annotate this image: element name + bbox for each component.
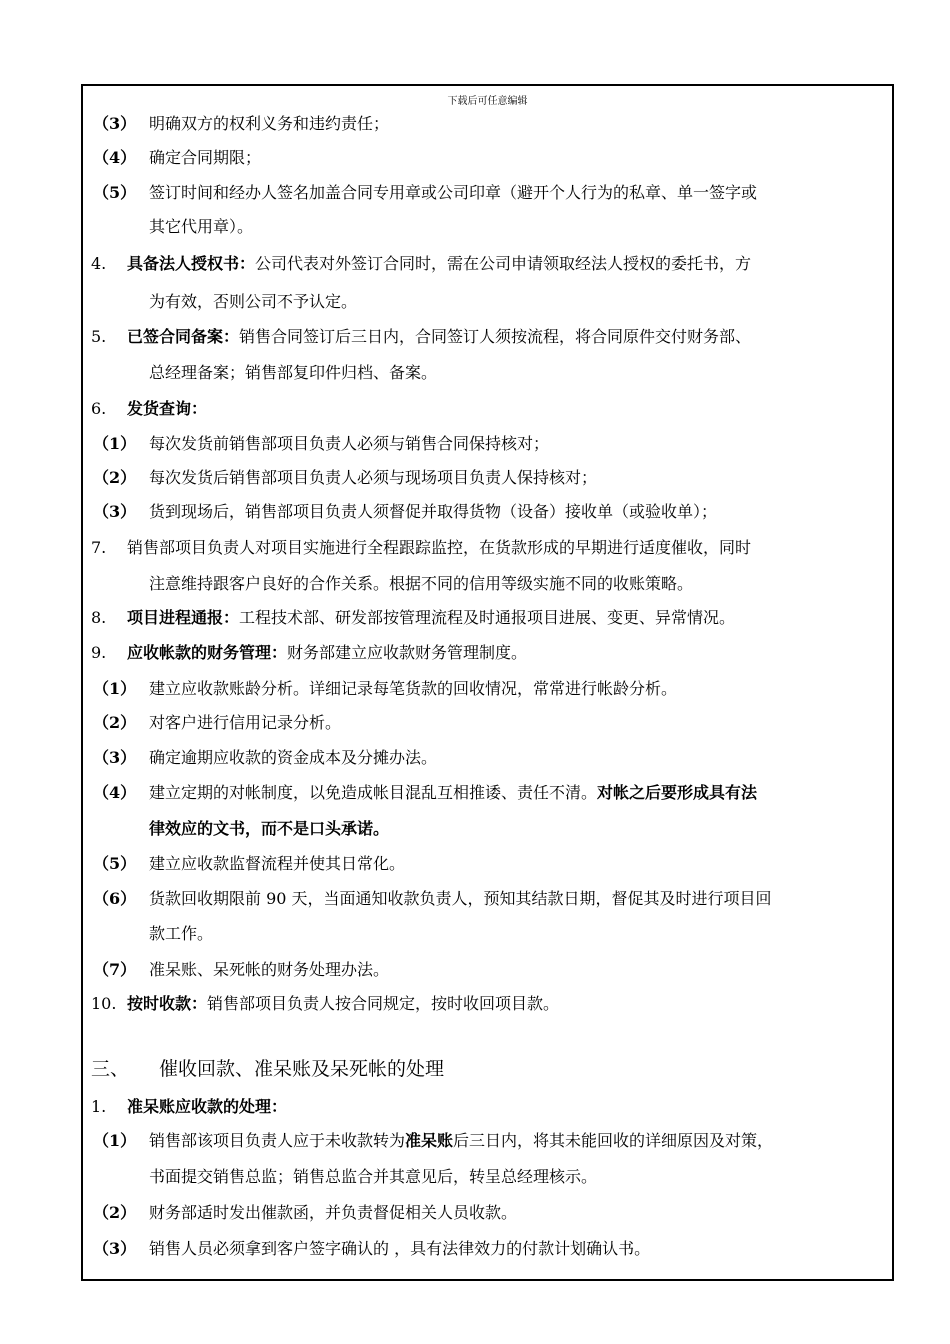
body-text: 确定逾期应收款的资金成本及分摊办法。 xyxy=(149,748,438,767)
bold-label: 项目进程通报： xyxy=(127,608,240,627)
line-text xyxy=(149,748,437,768)
line-text xyxy=(127,643,527,663)
line-text xyxy=(149,1203,517,1223)
item-number: （1） xyxy=(93,434,137,453)
body-text: 销售部项目负责人对项目实施进行全程跟踪监控，在货款形成的早期进行适度催收，同时 xyxy=(127,538,752,557)
bold-label: 按时收款： xyxy=(127,994,208,1013)
item-number: 8. xyxy=(91,608,107,627)
item-number: （3） xyxy=(93,1239,137,1258)
item-number: 6. xyxy=(91,399,107,418)
item-number: （1） xyxy=(93,679,137,698)
line-text xyxy=(149,114,389,134)
body-text: 财务部建立应收款财务管理制度。 xyxy=(287,643,528,662)
bold-label: 应收帐款的财务管理： xyxy=(127,643,288,662)
section-heading-text: 催收回款、准呆账及呆死帐的处理 xyxy=(159,1058,445,1080)
line-text xyxy=(149,183,757,203)
body-text: 销售部该项目负责人应于未收款转为 xyxy=(149,1131,406,1150)
line-text xyxy=(149,148,261,168)
body-text: 准呆账、呆死帐的财务处理办法。 xyxy=(149,960,390,979)
body-text: 总经理备案；销售部复印件归档、备案。 xyxy=(149,363,438,382)
item-number: 1. xyxy=(91,1097,107,1116)
bold-label: 律效应的文书，而不是口头承诺。 xyxy=(149,819,390,838)
item-number: （5） xyxy=(93,183,137,202)
body-text: 货到现场后，销售部项目负责人须督促并取得货物（设备）接收单（或验收单）； xyxy=(149,502,718,521)
item-number: （5） xyxy=(93,854,137,873)
line-text xyxy=(149,924,213,944)
item-number: 7. xyxy=(91,538,107,557)
item-number: （3） xyxy=(93,114,137,133)
line-text xyxy=(149,783,757,803)
line-text xyxy=(149,502,717,522)
item-number: （3） xyxy=(93,748,137,767)
item-number: （3） xyxy=(93,502,137,521)
line-text xyxy=(127,254,751,274)
item-number: 9. xyxy=(91,643,107,662)
line-text xyxy=(149,679,677,699)
line-text xyxy=(149,1239,650,1259)
bold-term: 准呆账 xyxy=(405,1131,454,1150)
body-text: 款工作。 xyxy=(149,924,214,943)
bold-label: 具备法人授权书： xyxy=(127,254,256,273)
item-number: 4. xyxy=(91,254,107,273)
item-number: （2） xyxy=(93,713,137,732)
body-text: 货款回收期限前 90 天，当面通知收款负责人，预知其结款日期，督促其及时进行项目回 xyxy=(149,889,772,908)
body-text: 书面提交销售总监；销售总监合并其意见后，转呈总经理核示。 xyxy=(149,1167,598,1186)
line-text xyxy=(127,538,751,558)
line-text xyxy=(127,608,735,628)
body-text: 签订时间和经办人签名加盖合同专用章或公司印章（避开个人行为的私章、单一签字或 xyxy=(149,183,758,202)
body-text: 财务部适时发出催款函，并负责督促相关人员收款。 xyxy=(149,1203,518,1222)
item-number: 5. xyxy=(91,327,107,346)
line-text xyxy=(149,363,437,383)
item-number: （1） xyxy=(93,1131,137,1150)
bold-label: 准呆账应收款的处理： xyxy=(127,1097,288,1116)
body-text: 后三日内，将其未能回收的详细原因及对策， xyxy=(453,1131,774,1150)
header-note: 下载后可任意编辑 xyxy=(447,96,528,107)
line-text xyxy=(149,468,597,488)
item-number: （2） xyxy=(93,468,137,487)
body-text: 销售部项目负责人按合同规定，按时收回项目款。 xyxy=(207,994,560,1013)
line-text xyxy=(149,713,341,733)
line-text xyxy=(149,574,693,594)
item-number: （4） xyxy=(93,783,137,802)
body-text: 注意维持跟客户良好的合作关系。根据不同的信用等级实施不同的收账策略。 xyxy=(149,574,694,593)
item-number: （4） xyxy=(93,148,137,167)
body-text: 每次发货后销售部项目负责人必须与现场项目负责人保持核对； xyxy=(149,468,598,487)
line-text xyxy=(127,399,207,419)
heading-text xyxy=(159,1059,444,1080)
body-text: 建立定期的对帐制度，以免造成帐目混乱互相推诿、责任不清。 xyxy=(149,783,598,802)
body-text: 工程技术部、研发部按管理流程及时通报项目进展、变更、异常情况。 xyxy=(239,608,736,627)
body-text: 明确双方的权利义务和违约责任； xyxy=(149,114,390,133)
item-number: 10. xyxy=(91,994,117,1013)
line-text xyxy=(149,1131,773,1151)
bold-label: 已签合同备案： xyxy=(127,327,240,346)
line-text xyxy=(127,327,751,347)
item-number: （6） xyxy=(93,889,137,908)
body-text: 为有效，否则公司不予认定。 xyxy=(149,292,358,311)
body-text: 销售合同签订后三日内，合同签订人须按流程，将合同原件交付财务部、 xyxy=(239,327,752,346)
item-number: （2） xyxy=(93,1203,137,1222)
item-number: （7） xyxy=(93,960,137,979)
line-text xyxy=(149,960,389,980)
line-text xyxy=(149,292,357,312)
body-text: 其它代用章）。 xyxy=(149,217,254,236)
body-text: 建立应收款监督流程并使其日常化。 xyxy=(149,854,406,873)
document-frame xyxy=(81,84,894,1281)
body-text: 对客户进行信用记录分析。 xyxy=(149,713,342,732)
item-number: 三、 xyxy=(91,1058,130,1080)
line-text xyxy=(149,854,405,874)
bold-label: 发货查询： xyxy=(127,399,208,418)
line-text xyxy=(127,994,559,1014)
line-text xyxy=(149,889,772,909)
line-text xyxy=(149,217,253,237)
line-text xyxy=(149,434,549,454)
body-text: 公司代表对外签订合同时，需在公司申请领取经法人授权的委托书，方 xyxy=(255,254,752,273)
line-text xyxy=(149,819,389,839)
bold-emphasis: 对帐之后要形成具有法 xyxy=(597,783,758,802)
body-text: 确定合同期限； xyxy=(149,148,262,167)
line-text xyxy=(127,1097,287,1117)
line-text xyxy=(149,1167,597,1187)
body-text: 每次发货前销售部项目负责人必须与销售合同保持核对； xyxy=(149,434,550,453)
body-text: 销售人员必须拿到客户签字确认的 ，具有法律效力的付款计划确认书。 xyxy=(149,1239,651,1258)
body-text: 建立应收款账龄分析。详细记录每笔货款的回收情况，常常进行帐龄分析。 xyxy=(149,679,678,698)
